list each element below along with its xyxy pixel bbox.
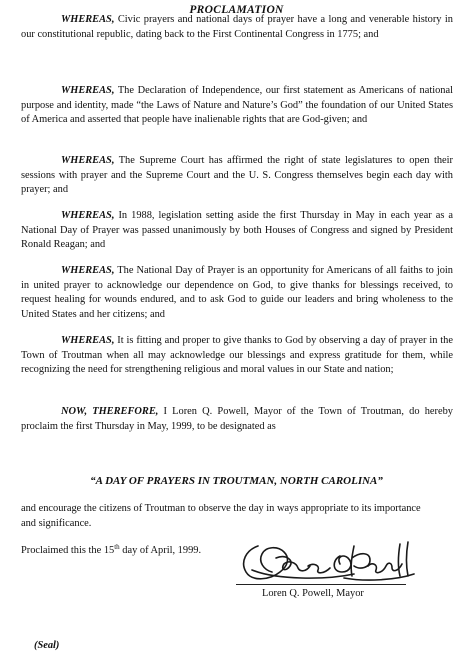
whereas-clause-5 — [21, 264, 453, 322]
proclaimed-after: day of April, 1999. — [119, 545, 202, 556]
whereas-text: In 1988, legislation setting aside the first Thursday in May in each year as a National Day of Prayer was passed unanimously by both Houses of Congress and signed by President Ronald Reagan; and — [21, 210, 453, 250]
signature-line — [236, 584, 406, 585]
whereas-lead: WHEREAS, — [61, 335, 115, 346]
therefore-text: I Loren Q. Powell, Mayor of the Town of Troutman, do hereby proclaim the first Thursday in May, 1999, to be designated as — [21, 406, 453, 432]
whereas-text: The Supreme Court has affirmed the right of state legislatures to open their sessions with prayer and the Supreme Court and the U. S. Congress themselves begin each day with prayer; and — [21, 155, 453, 195]
document-title: PROCLAMATION — [189, 4, 284, 16]
whereas-text: It is fitting and proper to give thanks to God by observing a day of prayer in the Town of Troutman when all may acknowledge our blessings and express gratitude for them, while recognizing the need for strengthening religious and moral values in our State and nation; — [21, 335, 453, 375]
whereas-clause-1 — [21, 13, 453, 42]
proclaimed-date — [21, 544, 201, 559]
encourage-paragraph: and encourage the citizens of Troutman to observe the day in ways appropriate to its importance and significance. — [21, 503, 421, 529]
proclaimed-before: Proclaimed this the 15 — [21, 545, 115, 556]
whereas-text: Civic prayers and national days of prayer have a long and venerable history in our constitutional republic, dating back to the First Continental Congress in 1775; and — [21, 14, 453, 40]
whereas-lead: WHEREAS, — [61, 14, 115, 25]
whereas-text: The National Day of Prayer is an opportunity for Americans of all faiths to join in united prayer to acknowledge our dependence on God, to give thanks for blessings received, to request healing for wounds endured, and to ask God to guide our leaders and bring wholeness to the United States and her citizens; and — [21, 265, 453, 320]
whereas-text: The Declaration of Independence, our first statement as Americans of national purpose and identity, made “the Laws of Nature and Nature’s God” the foundation of our United States of America and asserted that people have inalienable rights that are God-given; and — [21, 85, 453, 125]
whereas-clause-4 — [21, 209, 453, 253]
proclaimed-ordinal: th — [114, 543, 120, 551]
whereas-lead: WHEREAS, — [61, 155, 115, 166]
whereas-clause-3 — [21, 154, 453, 198]
day-designation: “A DAY OF PRAYERS IN TROUTMAN, NORTH CAROLINA” — [90, 475, 383, 487]
whereas-lead: WHEREAS, — [61, 210, 115, 221]
whereas-clause-6 — [21, 334, 453, 378]
whereas-clause-2 — [21, 84, 453, 128]
signer-name: Loren Q. Powell, Mayor — [262, 588, 364, 599]
seal-label: (Seal) — [34, 640, 60, 651]
therefore-clause — [21, 405, 453, 434]
whereas-lead: WHEREAS, — [61, 85, 115, 96]
therefore-lead: NOW, THEREFORE, — [61, 406, 159, 417]
whereas-lead: WHEREAS, — [61, 265, 115, 276]
handwritten-signature — [236, 536, 418, 584]
